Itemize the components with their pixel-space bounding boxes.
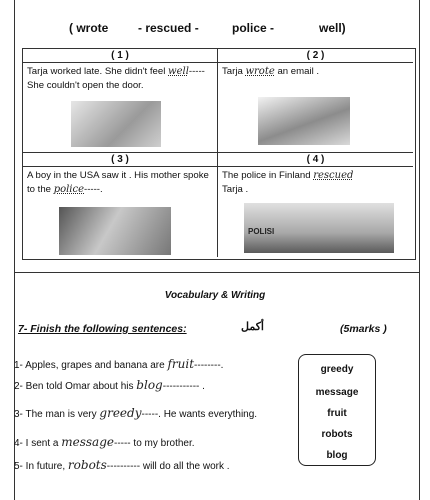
word-bank-item-3: police - (232, 21, 275, 35)
sentence-5 (14, 458, 230, 472)
cell-text (222, 65, 408, 79)
question-label: 7- Finish the following sentences: (18, 323, 187, 335)
handwritten-answer: greedy (99, 406, 142, 420)
cell-text-before: The police in Finland (222, 170, 311, 181)
word-bank-box (298, 354, 376, 466)
sentence-1 (14, 357, 223, 371)
sentence-before: 2- Ben told Omar about his (14, 381, 134, 392)
question-marks: (5marks ) (340, 323, 387, 335)
sentence-3 (14, 406, 257, 420)
sentence-before: 5- In future, (14, 461, 66, 472)
word-bank-box-item: greedy (320, 364, 354, 375)
sentence-before: 1- Apples, grapes and banana are (14, 360, 165, 371)
cell-text-after: an email . (277, 66, 320, 77)
handwritten-answer: police (53, 184, 85, 195)
sentence-before: 4- I sent a (14, 438, 59, 449)
section-divider (14, 272, 419, 273)
sentence-after: ---------- will do all the work . (106, 461, 230, 472)
police-car-image (244, 203, 394, 253)
word-bank-box-item: fruit (327, 408, 347, 419)
cell-text-before: Tarja (222, 66, 243, 77)
sentence-2 (14, 378, 205, 392)
handwritten-answer: well (168, 66, 189, 77)
picture-grid (22, 48, 416, 260)
handwritten-answer: blog (136, 378, 163, 392)
grid-cell-4 (218, 153, 413, 257)
grid-cell-1 (23, 49, 218, 153)
cell-text (222, 169, 408, 197)
word-bank-item-2: - rescued - (138, 21, 199, 35)
sentence-after: ----------- . (162, 381, 205, 392)
section-title: Vocabulary & Writing (164, 290, 266, 301)
handwritten-answer: message (61, 435, 114, 449)
handwritten-answer: robots (67, 458, 107, 472)
cell-text-before: A boy in the USA saw it . His mother spoke to the (27, 170, 209, 195)
cell-text (27, 169, 213, 197)
handwritten-answer: fruit (167, 357, 195, 371)
word-bank-item-4: well) (319, 21, 346, 35)
word-bank-box-item: robots (321, 429, 353, 440)
left-border (14, 0, 15, 500)
police-car-text: POLISI (248, 227, 275, 236)
sentence-after: -----. He wants everything. (141, 409, 258, 420)
cell-text-before: Tarja worked late. She didn't feel (27, 66, 166, 77)
cell-text-after: -----She couldn't open the door. (27, 66, 205, 91)
cell-number: ( 2 ) (218, 50, 413, 63)
grid-cell-2 (218, 49, 413, 153)
word-bank-item-1: ( wrote (69, 21, 109, 35)
word-bank-box-item: blog (326, 450, 348, 461)
sentence-after: ----- to my brother. (113, 438, 195, 449)
handwritten-answer: wrote (245, 66, 275, 77)
cell-number: ( 3 ) (23, 154, 217, 167)
cell-number: ( 1 ) (23, 50, 217, 63)
right-border (419, 0, 420, 500)
tarja-at-desk-image (71, 101, 161, 147)
sentence-4 (14, 435, 195, 449)
grid-cell-3 (23, 153, 218, 257)
mother-and-boy-image (59, 207, 171, 255)
sentence-after: --------. (194, 360, 224, 371)
word-bank-box-item: message (315, 387, 359, 398)
sentence-before: 3- The man is very (14, 409, 97, 420)
laptop-image (258, 97, 350, 145)
cell-text (27, 65, 213, 93)
question-arabic: أكمل (241, 321, 264, 333)
handwritten-answer: rescued (313, 170, 354, 181)
cell-text-after: Tarja . (222, 184, 249, 195)
cell-text-after: -----. (84, 184, 103, 195)
cell-number: ( 4 ) (218, 154, 413, 167)
